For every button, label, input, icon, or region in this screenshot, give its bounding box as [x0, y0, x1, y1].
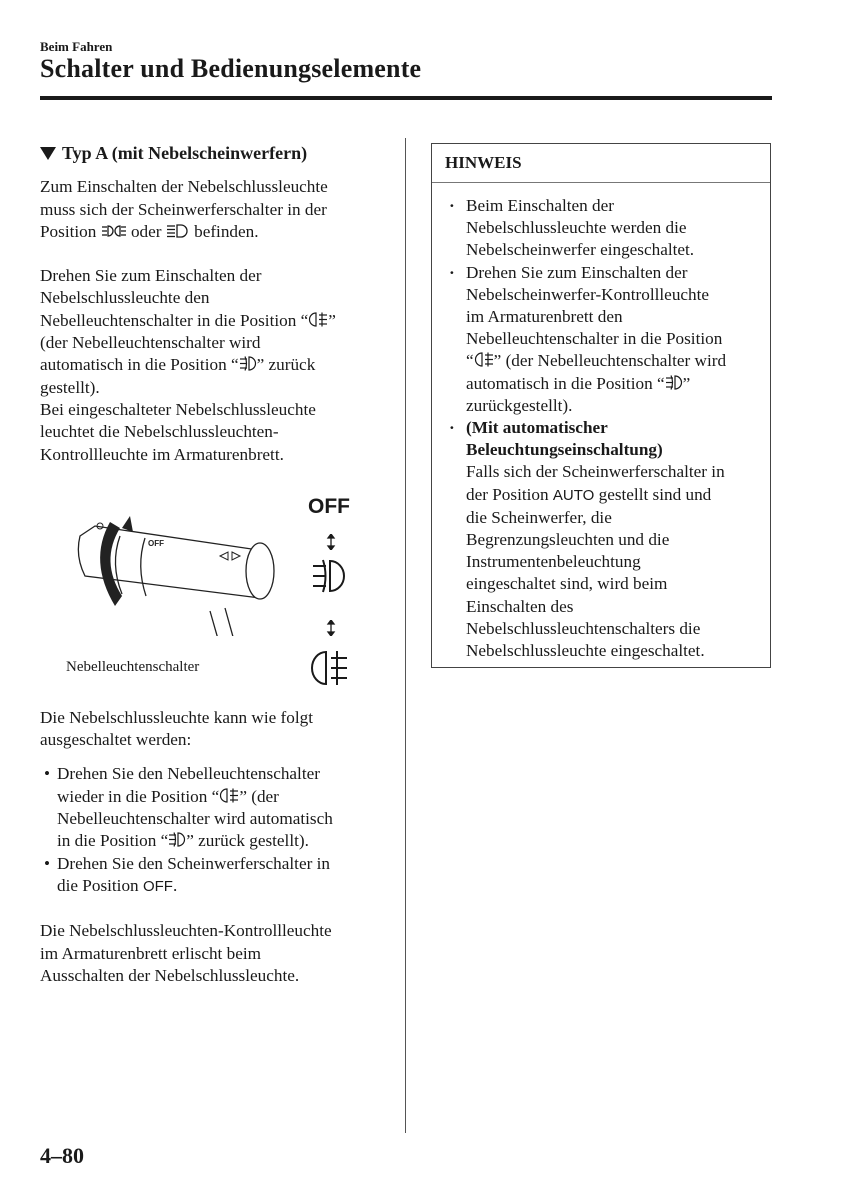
subheading-text: Typ A (mit Nebelscheinwerfern) — [62, 143, 308, 163]
hinweis-list — [432, 195, 770, 662]
off-steps-list — [40, 763, 385, 898]
rear-fog-icon — [310, 649, 348, 687]
page-number: 4–80 — [40, 1143, 84, 1168]
front-fog-icon — [312, 558, 346, 594]
parking-light-icon — [101, 224, 127, 238]
front-fog-icon — [665, 375, 683, 390]
triangle-bullet-icon — [40, 147, 56, 160]
paragraph-1: Zum Einschalten der Nebelschlussleuchte muss sich der Scheinwerferschalter in der Position oder befinden. — [40, 177, 328, 241]
list-item: · (Mit automatischer Beleuchtungseinschaltung) Falls sich der Scheinwerferschalter in der Position AUTO gestellt sind und die Scheinwerfer, die Begrenzungsleuchten und die Instrumentenbeleuchtung eingeschaltet sind, wird beim Einschalten des Nebelschlussleuchtenschalters die Nebelschlussleuchte eingeschaltet. — [466, 417, 762, 662]
title-rule — [40, 96, 772, 100]
section-label: Beim Fahren — [40, 39, 113, 54]
left-column — [40, 142, 385, 987]
up-down-arrow-icon — [326, 534, 336, 550]
column-divider — [405, 138, 406, 1133]
stalk-off-text: OFF — [148, 538, 164, 548]
up-down-arrow-icon — [326, 620, 336, 636]
fog-switch-figure — [40, 496, 385, 701]
page-title: Schalter und Bedienungselemente — [40, 54, 422, 83]
paragraph-2: Drehen Sie zum Einschalten der Nebelschlussleuchte den Nebelleuchtenschalter in die Position “ ” (der Nebelleuchtenschalter wird automatisch in die Position “ ” zurück gestellt). Bei eingeschalteter Nebelschlussleuchte leuchtet die Nebelschlussleuchten- Kontrollleuchte im Armaturenbrett. — [40, 266, 336, 464]
rear-fog-icon — [308, 312, 328, 327]
figure-caption: Nebelleuchtenschalter — [66, 658, 200, 675]
paragraph-3: Die Nebelschlussleuchte kann wie folgt ausgeschaltet werden: — [40, 707, 314, 750]
headlight-icon — [166, 224, 190, 238]
list-item: · Drehen Sie zum Einschalten der Nebelscheinwerfer-Kontrollleuchte im Armaturenbrett den Nebelleuchtenschalter in die Position “ ” (der Nebelleuchtenschalter wird automatisch in die Position “ ” zurückgestellt). — [466, 262, 762, 417]
light-stalk-illustration — [70, 516, 290, 636]
paragraph-4: Die Nebelschlussleuchten-Kontrollleuchte im Armaturenbrett erlischt beim Ausschalten der Nebelschlussleuchte. — [40, 921, 332, 985]
rear-fog-icon — [474, 352, 494, 367]
front-fog-icon — [168, 832, 186, 847]
list-item: • Drehen Sie den Scheinwerferschalter in die Position OFF. — [40, 853, 385, 899]
list-item: · Beim Einschalten der Nebelschlussleuchte werden die Nebelscheinwerfer eingeschaltet. — [466, 195, 762, 262]
figure-off-label: OFF — [308, 494, 350, 518]
subheading — [40, 142, 385, 164]
hinweis-heading: HINWEIS — [432, 144, 770, 183]
hinweis-box — [431, 143, 771, 668]
rear-fog-icon — [219, 788, 239, 803]
front-fog-icon — [239, 356, 257, 371]
list-item: • Drehen Sie den Nebelleuchtenschalter wieder in die Position “ ” (der Nebelleuchtenschalter wird automatisch in die Position “ ” zurück gestellt). — [40, 763, 385, 852]
